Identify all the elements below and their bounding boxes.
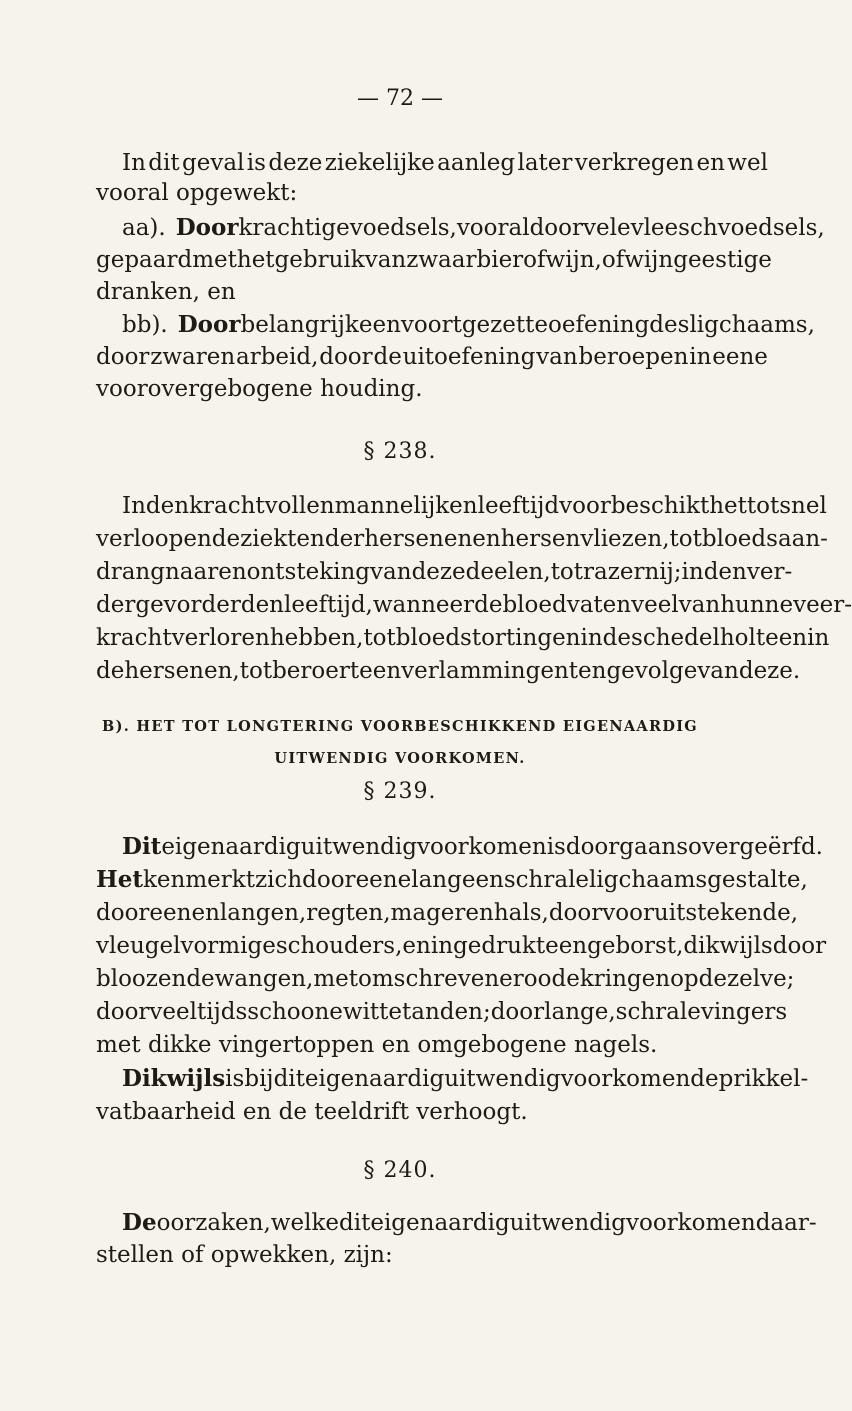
subsection-caption: B). HET TOT LONGTERING VOORBESCHIKKEND EIGENAARDIG	[102, 718, 698, 735]
text-line: Het kenmerkt zich door eene lange en schrale ligchaamsgestalte,	[96, 866, 808, 893]
text-line: In den krachtvollen mannelijken leeftijd voorbeschikt het tot snel	[122, 493, 827, 519]
text-line: bb). Door belangrijke en voortgezette oefening des ligchaams,	[122, 311, 815, 338]
item-label: bb).	[122, 312, 168, 338]
text-line: vatbaarheid en de teeldrift verhoogt.	[96, 1099, 528, 1125]
text-line: vooral opgewekt:	[96, 180, 298, 206]
text-line: Dikwijls is bij dit eigenaardig uitwendig voorkomen de prikkel-	[122, 1065, 809, 1092]
section-heading: § 238.	[363, 439, 437, 464]
text-line: door eenen langen, regten, mageren hals, door vooruitstekende,	[96, 900, 799, 926]
text-line: vleugelvormige schouders, en ingedrukte enge borst, dikwijls door	[96, 933, 827, 959]
text-line: gepaard met het gebruik van zwaar bier of wijn, of wijngeestige	[96, 247, 772, 273]
text-line: de hersenen, tot beroerte en verlammingen ten gevolge van deze.	[96, 658, 801, 684]
text-line: drang naar en ontsteking van deze deelen, tot razernij; in den ver-	[96, 559, 793, 585]
text-line: voorovergebogene houding.	[96, 376, 423, 402]
subsection-caption: UITWENDIG VOORKOMEN.	[274, 750, 526, 767]
section-heading: § 240.	[363, 1158, 437, 1183]
text-line: door veeltijds schoone witte tanden; door lange, schrale vingers	[96, 999, 788, 1025]
text-line: der gevorderden leeftijd, wanneer de bloedvaten veel van hunne veer-	[96, 592, 852, 618]
text-line: kracht verloren hebben, tot bloedstortingen in de schedelholte en in	[96, 625, 830, 651]
page-number: — 72 —	[357, 86, 443, 111]
text-line: door zwaren arbeid, door de uitoefening van beroepen in eene	[96, 344, 768, 370]
item-label: aa).	[122, 215, 166, 241]
section-heading: § 239.	[363, 779, 437, 804]
text-line: stellen of opwekken, zijn:	[96, 1242, 393, 1268]
text-line: aa). Door krachtige voedsels, vooral door vele vleeschvoedsels,	[122, 214, 825, 241]
text-line: dranken, en	[96, 279, 236, 305]
text-line: verloopende ziekten der hersenen en hersenvliezen, tot bloedsaan-	[96, 526, 828, 552]
text-line: De oorzaken, welke dit eigenaardig uitwendig voorkomen daar-	[122, 1209, 817, 1236]
text-line: met dikke vingertoppen en omgebogene nagels.	[96, 1032, 658, 1058]
text-line: bloozende wangen, met omschrevene roode kringen op dezelve;	[96, 966, 795, 992]
text-line: Dit eigenaardig uitwendig voorkomen is doorgaans overgeërfd.	[122, 833, 823, 860]
text-line: In dit geval is deze ziekelijke aanleg later verkregen en wel	[122, 150, 768, 176]
